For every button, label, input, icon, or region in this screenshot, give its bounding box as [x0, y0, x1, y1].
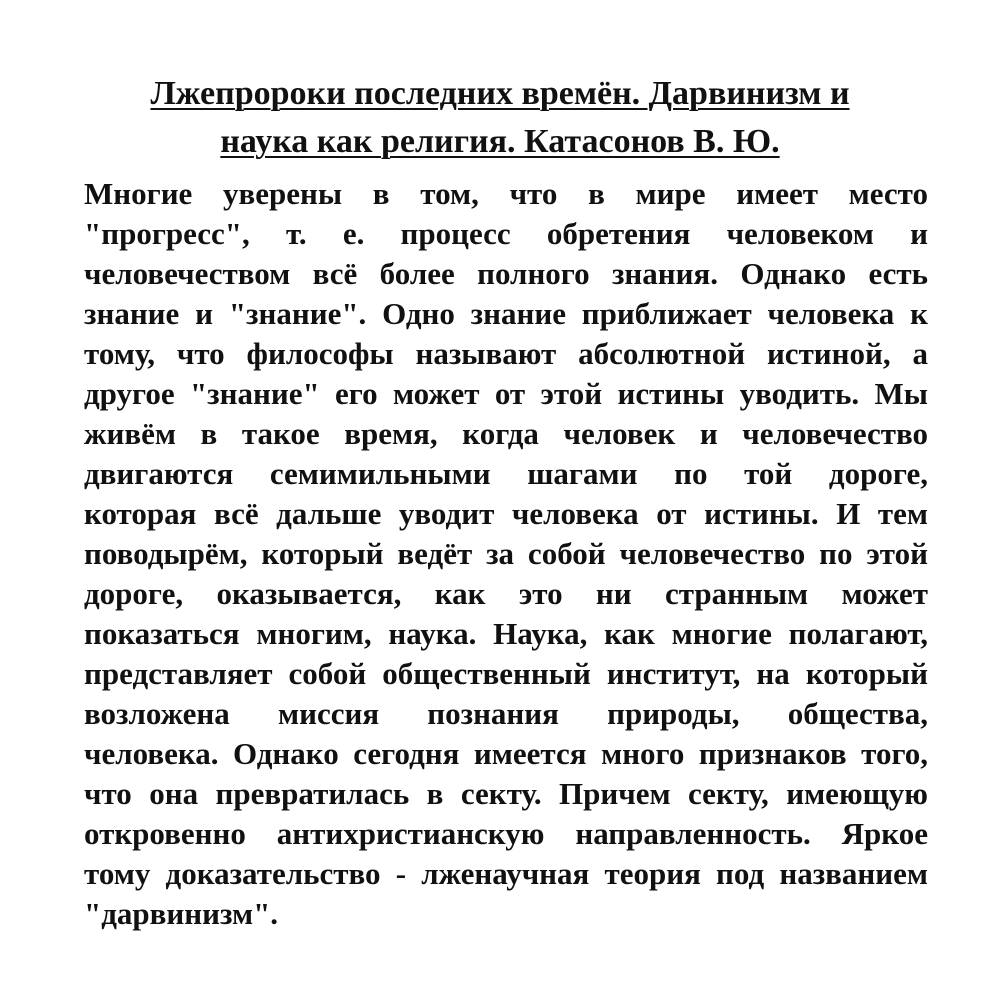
- body-line: знание и "знание". Одно знание приближает человека к: [84, 296, 928, 331]
- body-line: "прогресс", т. е. процесс обретения человеком и: [84, 216, 928, 251]
- body-line: показаться многим, наука. Наука, как многие полагают,: [84, 616, 928, 651]
- body-line: "дарвинизм".: [84, 896, 279, 931]
- body-line: живём в такое время, когда человек и человечество: [84, 416, 928, 451]
- body-line: дороге, оказывается, как это ни странным может: [84, 576, 928, 611]
- body-line: человека. Однако сегодня имеется много признаков того,: [84, 736, 928, 771]
- body-line: которая всё дальше уводит человека от истины. И тем: [84, 496, 928, 531]
- body-line: что она превратилась в секту. Причем секту, имеющую: [84, 776, 928, 811]
- body-line: тому, что философы называют абсолютной истиной, а: [84, 336, 928, 371]
- body-paragraph: [84, 174, 928, 934]
- title-line-text: наука как религия. Катасонов В. Ю.: [220, 123, 780, 160]
- body-line: представляет собой общественный институт, на который: [84, 656, 928, 691]
- body-line: тому доказательство - лженаучная теория под названием: [84, 856, 928, 891]
- title-line-text: Лжепророки последних времён. Дарвинизм и: [150, 75, 850, 112]
- title-line: [0, 118, 1000, 166]
- body-line: поводырём, который ведёт за собой человечество по этой: [84, 536, 928, 571]
- document-title: [0, 70, 1000, 166]
- body-line: откровенно антихристианскую направленность. Яркое: [84, 816, 928, 851]
- body-line: другое "знание" его может от этой истины уводить. Мы: [84, 376, 928, 411]
- title-line: [0, 70, 1000, 118]
- body-line: Многие уверены в том, что в мире имеет место: [84, 176, 928, 211]
- body-line: человечеством всё более полного знания. Однако есть: [84, 256, 928, 291]
- body-line: возложена миссия познания природы, общества,: [84, 696, 928, 731]
- body-line: двигаются семимильными шагами по той дороге,: [84, 456, 928, 491]
